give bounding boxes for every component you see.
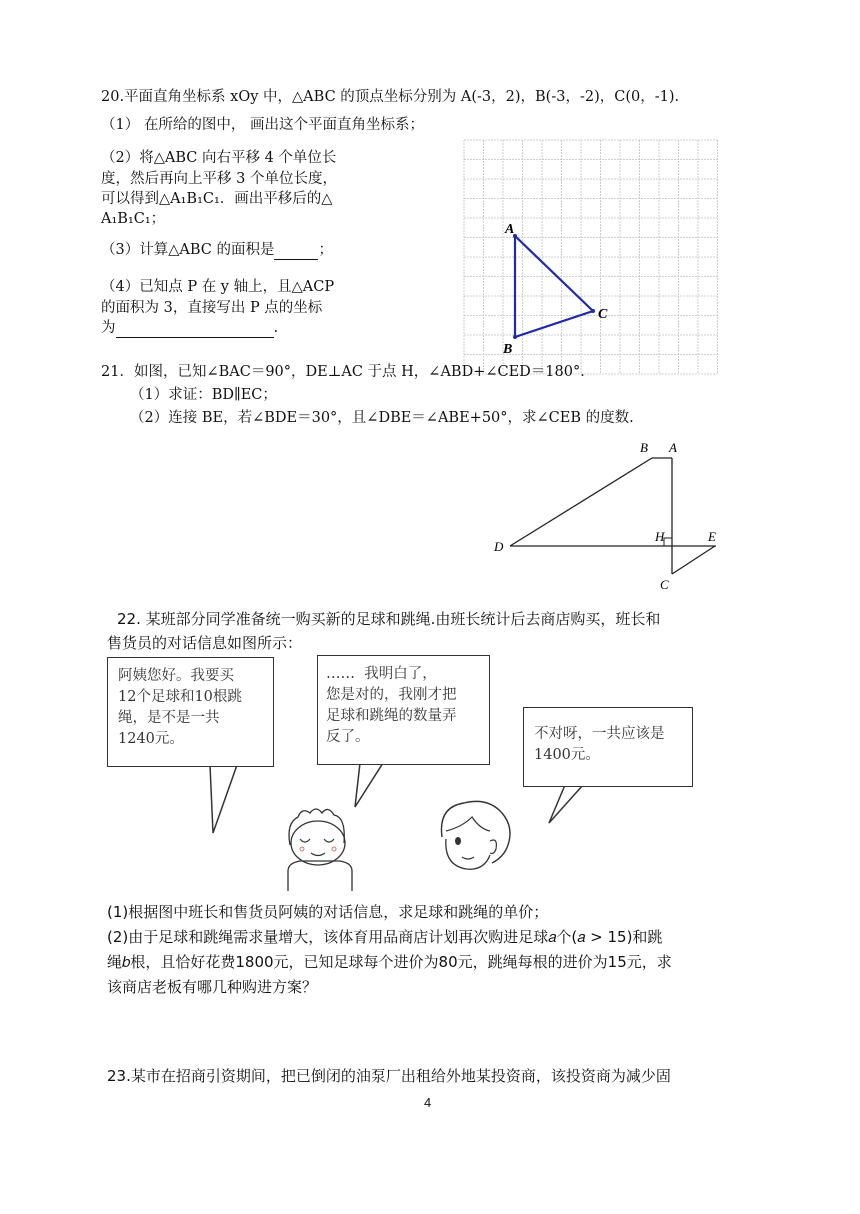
- q20-part2-line4: A₁B₁C₁；: [101, 211, 166, 227]
- q20-part4-line1: （4）已知点 P 在 y 轴上，且△ACP: [101, 279, 335, 295]
- q22-title-line1: 22. 某班部分同学准备统一购买新的足球和跳绳.由班长统计后去商店购买，班长和: [117, 610, 661, 628]
- speech-bubble-monitor: [107, 657, 274, 767]
- page-number: 4: [424, 1095, 432, 1110]
- vertex-label-a: A: [505, 222, 515, 237]
- point-label-a: A: [669, 440, 677, 455]
- speech-bubble-clerk: [523, 707, 693, 787]
- q22-part2-line2: 绳𝑏根，且恰好花费1800元，已知足球每个进价为80元，跳绳每根的进价为15元，求: [107, 953, 672, 971]
- point-label-e: E: [708, 529, 716, 544]
- bubble-text: 不对呀，一共应该是 1400元。: [534, 726, 665, 763]
- speech-bubble-monitor-reply: [317, 655, 490, 765]
- q22-part2-line1: (2)由于足球和跳绳需求量增大，该体育用品商店计划再次购进足球𝑎个(𝑎 > 15)和跳: [107, 928, 663, 946]
- q23-title: 23.某市在招商引资期间，把已倒闭的油泵厂出租给外地某投资商，该投资商为减少固: [107, 1067, 671, 1085]
- q21-figure: [490, 436, 750, 596]
- q20-title: 20.平面直角坐标系 xOy 中，△ABC 的顶点坐标分别为 A(-3，2)，B(-3，-2)，C(0，-1).: [101, 89, 680, 105]
- point-label-d: D: [494, 539, 504, 554]
- point-label-h: H: [655, 529, 665, 544]
- q22-part2-line3: 该商店老板有哪几种购进方案？: [107, 978, 318, 996]
- q20-part2-line2: 度，然后再向上平移 3 个单位长度，: [101, 171, 337, 187]
- boy-illustration: [278, 803, 368, 893]
- vertex-label-c: C: [598, 307, 608, 322]
- q21-title: 21．如图，已知∠BAC＝90°，DE⊥AC 于点 H，∠ABD+∠CED＝180°．: [101, 364, 595, 380]
- bubble-text: 阿姨您好。我要买 12个足球和10根跳 绳，是不是一共 1240元。: [118, 668, 242, 747]
- q20-part2-line3: 可以得到△A₁B₁C₁．画出平移后的△: [101, 191, 333, 207]
- q20-part4-line2: 的面积为 3，直接写出 P 点的坐标: [101, 300, 323, 316]
- q20-grid-figure: [464, 140, 724, 390]
- clerk-illustration: [432, 797, 522, 877]
- q20-part4-line3: 为 .: [101, 320, 279, 336]
- q21-part2: （2）连接 BE，若∠BDE＝30°，且∠DBE＝∠ABE+50°，求∠CEB 的度数.: [130, 410, 634, 426]
- vertex-label-b: B: [503, 342, 513, 357]
- answer-blank: [274, 244, 318, 260]
- q20-part2-line1: （2）将△ABC 向右平移 4 个单位长: [101, 150, 337, 166]
- q22-title-line2: 售货员的对话信息如图所示：: [107, 634, 303, 652]
- q22-part1: (1)根据图中班长和售货员阿姨的对话信息，求足球和跳绳的单价；: [107, 903, 549, 921]
- q21-part1: （1）求证：BD∥EC；: [130, 387, 277, 403]
- q20-part3: （3）计算△ABC 的面积是 ；: [101, 242, 333, 258]
- q20-part1: （1） 在所给的图中， 画出这个平面直角坐标系；: [101, 117, 424, 133]
- bubble-text: …… 我明白了， 您是对的，我刚才把 足球和跳绳的数量弄 反了。: [326, 666, 457, 745]
- answer-blank: [116, 322, 274, 338]
- point-label-b: B: [640, 440, 648, 455]
- point-label-c: C: [660, 577, 669, 592]
